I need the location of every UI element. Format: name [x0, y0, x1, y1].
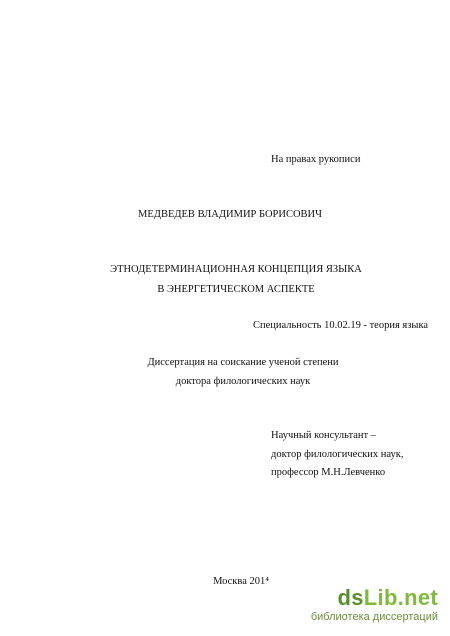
- watermark-subtitle: библиотека диссертаций: [310, 611, 438, 623]
- consultant-line1: Научный консультант –: [271, 430, 376, 441]
- degree-line2: доктора филологических наук: [175, 376, 311, 387]
- consultant-line2: доктор филологических наук,: [271, 449, 404, 460]
- place-and-year: Москва 201⁴: [213, 576, 269, 587]
- dslib-watermark[interactable]: [310, 585, 438, 626]
- logo-lib: Lib: [363, 585, 398, 610]
- specialty: Специальность 10.02.19 - теория языка: [253, 320, 429, 331]
- dslib-logo: [338, 586, 438, 610]
- dissertation-title-line1: ЭТНОДЕТЕРМИНАЦИОННАЯ КОНЦЕПЦИЯ ЯЗЫКА: [110, 264, 362, 275]
- consultant-line3: профессор М.Н.Левченко: [271, 467, 386, 478]
- author-name: МЕДВЕДЕВ ВЛАДИМИР БОРИСОВИЧ: [138, 209, 322, 220]
- logo-net: .net: [397, 585, 438, 610]
- logo-ds: ds: [337, 585, 364, 610]
- dissertation-title-line2: В ЭНЕРГЕТИЧЕСКОМ АСПЕКТЕ: [157, 284, 315, 295]
- manuscript-rights-note: На правах рукописи: [271, 154, 361, 165]
- degree-line1: Диссертация на соискание ученой степени: [147, 357, 339, 368]
